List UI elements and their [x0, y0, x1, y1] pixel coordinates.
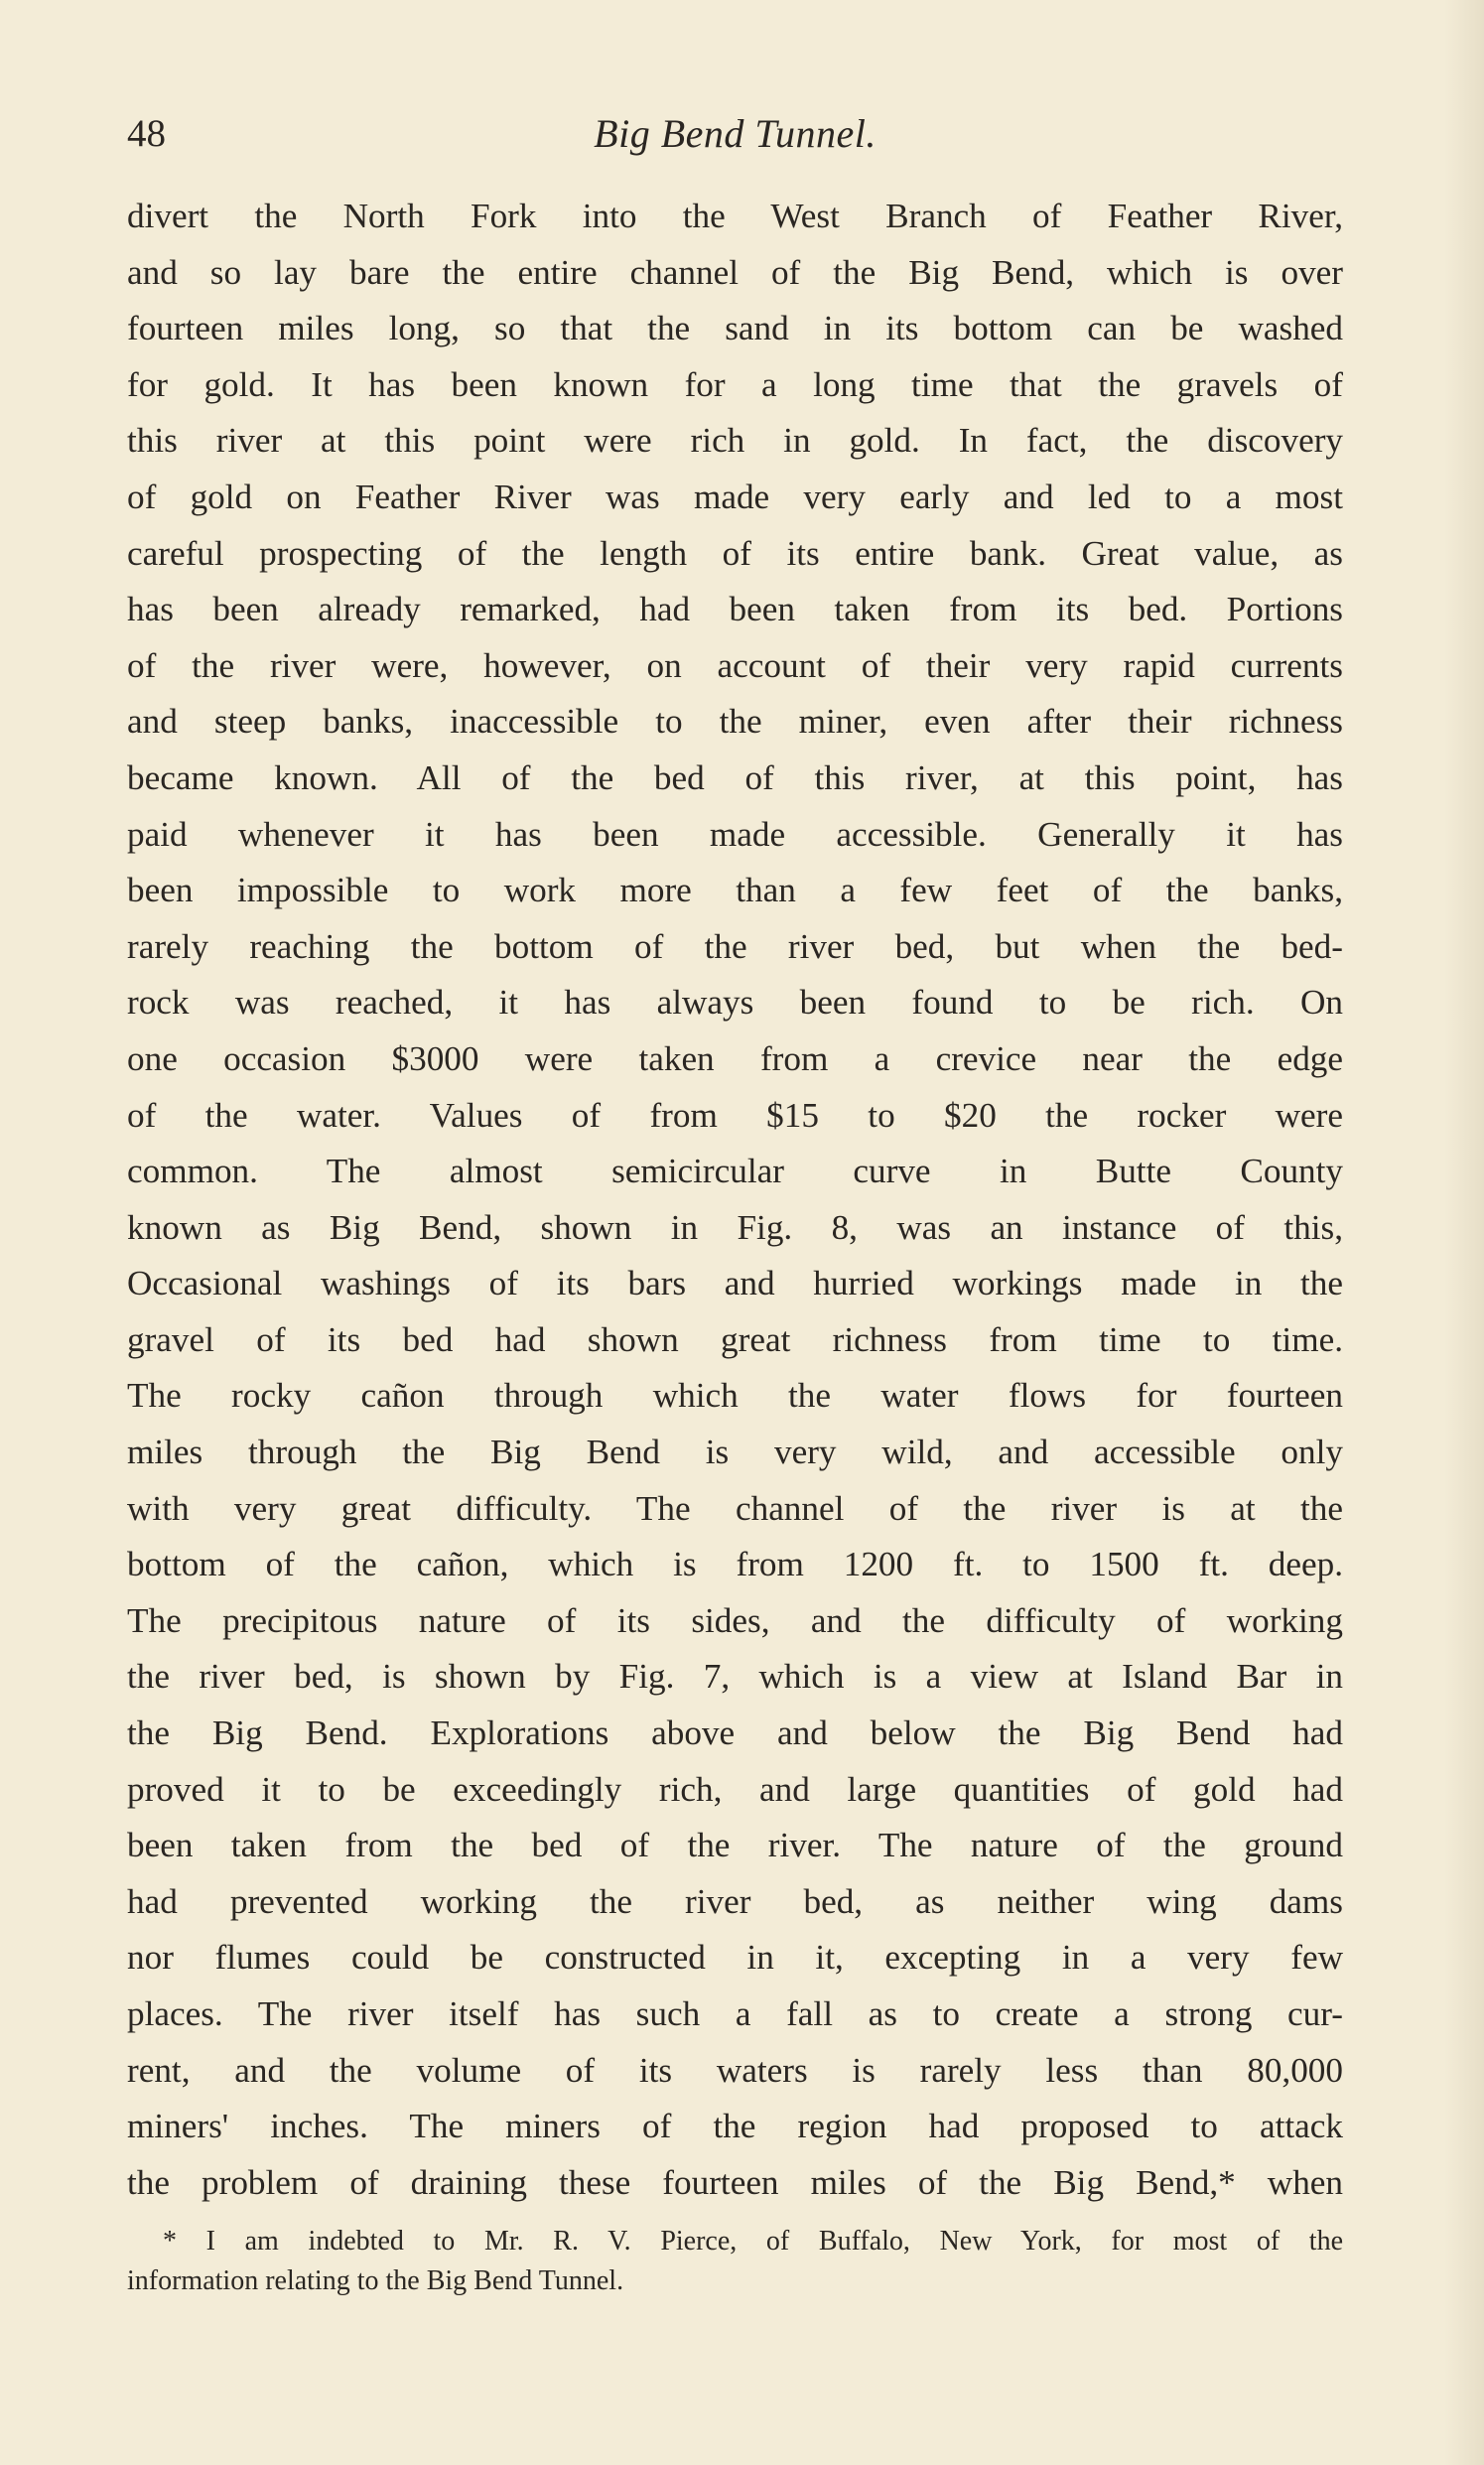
footnote-line: information relating to the Big Bend Tunnel. [127, 2265, 624, 2296]
body-line: proved it to be exceedingly rich, and large quantities of gold had [127, 1769, 1343, 1809]
body-line: rarely reaching the bottom of the river bed, but when the bed- [127, 926, 1343, 966]
body-line: places. The river itself has such a fall as to create a strong cur- [127, 1994, 1343, 2033]
body-line: paid whenever it has been made accessible. Generally it has [127, 814, 1343, 854]
body-line: of gold on Feather River was made very early and led to a most [127, 477, 1343, 516]
body-line: had prevented working the river bed, as neither wing dams [127, 1881, 1343, 1921]
body-line: gravel of its bed had shown great richness from time to time. [127, 1319, 1343, 1359]
body-line: The precipitous nature of its sides, and the difficulty of working [127, 1600, 1343, 1640]
body-line: miles through the Big Bend is very wild, and accessible only [127, 1433, 1343, 1472]
body-line: common. The almost semicircular curve in Butte County [127, 1152, 1343, 1191]
footnote [127, 2222, 1343, 2301]
body-line: the Big Bend. Explorations above and below the Big Bend had [127, 1713, 1343, 1753]
body-line: Occasional washings of its bars and hurried workings made in the [127, 1264, 1343, 1303]
body-line: miners' inches. The miners of the region had proposed to attack [127, 2107, 1343, 2146]
body-line: rent, and the volume of its waters is rarely less than 80,000 [127, 2050, 1343, 2090]
body-line: the river bed, is shown by Fig. 7, which is a view at Island Bar in [127, 1657, 1343, 1697]
page-number: 48 [127, 112, 166, 155]
body-line: has been already remarked, had been taken from its bed. Portions [127, 590, 1343, 629]
body-line: bottom of the cañon, which is from 1200 ft. to 1500 ft. deep. [127, 1545, 1343, 1584]
body-line: with very great difficulty. The channel of the river is at the [127, 1488, 1343, 1528]
body-line: of the river were, however, on account of their very rapid currents [127, 645, 1343, 685]
body-line: nor flumes could be constructed in it, excepting in a very few [127, 1938, 1343, 1978]
running-head [127, 109, 1343, 159]
body-line: became known. All of the bed of this river, at this point, has [127, 757, 1343, 797]
body-line: and steep banks, inaccessible to the miner, even after their richness [127, 702, 1343, 742]
body-line: fourteen miles long, so that the sand in its bottom can be washed [127, 309, 1343, 348]
page-edge-shading [1444, 0, 1484, 2465]
body-line: one occasion $3000 were taken from a crevice near the edge [127, 1038, 1343, 1078]
body-line: rock was reached, it has always been found to be rich. On [127, 983, 1343, 1023]
body-line: The rocky cañon through which the water flows for fourteen [127, 1376, 1343, 1416]
body-line: careful prospecting of the length of its entire bank. Great value, as [127, 533, 1343, 573]
body-line: this river at this point were rich in gold. In fact, the discovery [127, 421, 1343, 461]
body-line: of the water. Values of from $15 to $20 the rocker were [127, 1095, 1343, 1135]
running-title: Big Bend Tunnel. [594, 111, 877, 156]
body-line: known as Big Bend, shown in Fig. 8, was an instance of this, [127, 1207, 1343, 1247]
footnote-line: * I am indebted to Mr. R. V. Pierce, of Buffalo, New York, for most of the [163, 2226, 1343, 2257]
body-line: and so lay bare the entire channel of the Big Bend, which is over [127, 252, 1343, 292]
body-line: divert the North Fork into the West Branch of Feather River, [127, 197, 1343, 235]
body-line: for gold. It has been known for a long time that the gravels of [127, 364, 1343, 404]
body-line: been taken from the bed of the river. The nature of the ground [127, 1826, 1343, 1865]
body-text [127, 189, 1343, 2211]
body-line: been impossible to work more than a few feet of the banks, [127, 871, 1343, 910]
body-line: the problem of draining these fourteen miles of the Big Bend,* when [127, 2162, 1343, 2202]
